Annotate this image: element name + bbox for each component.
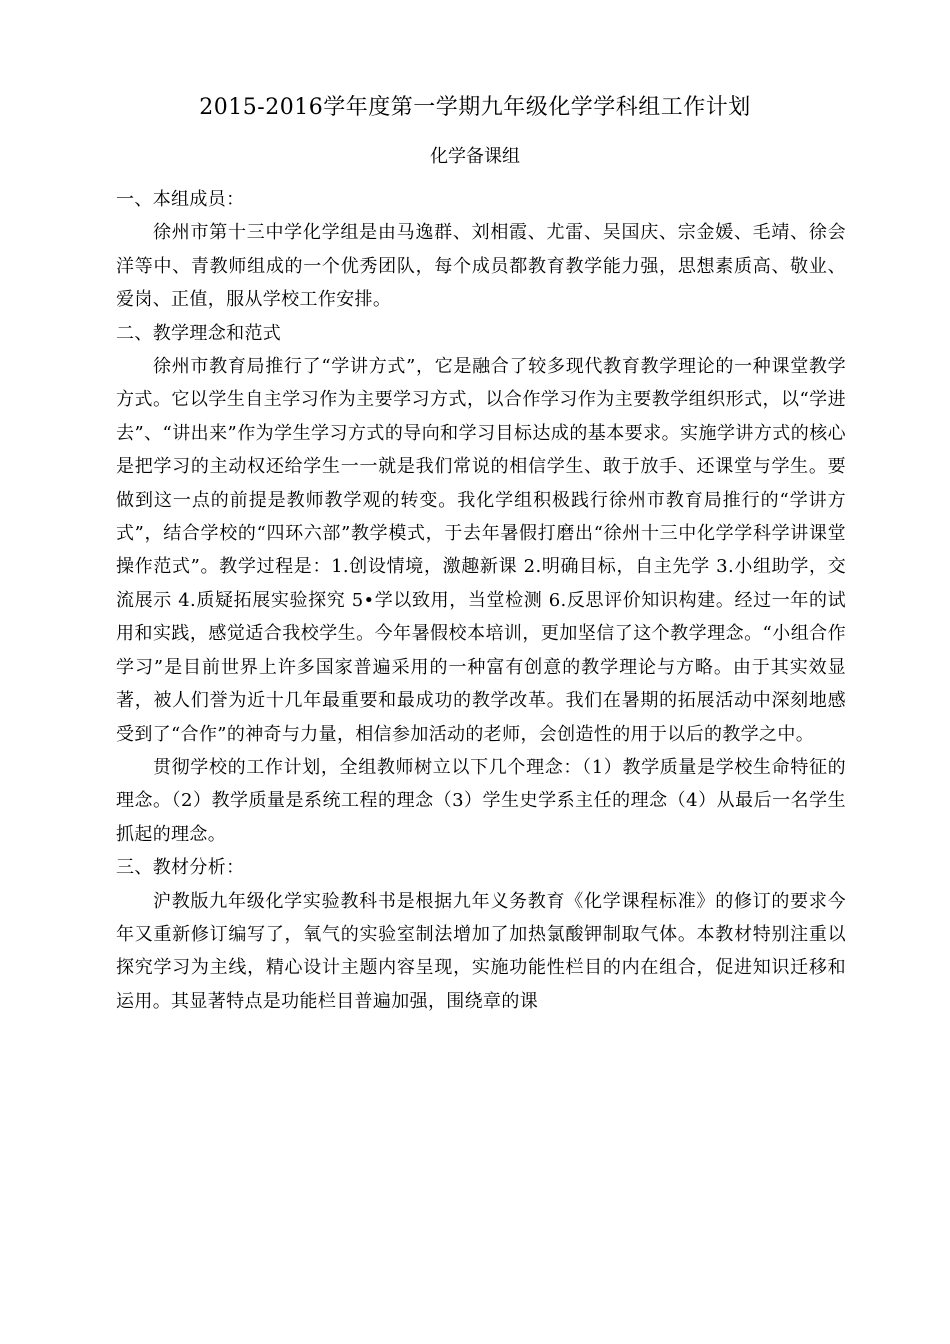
section-heading-textbook-analysis: 三、教材分析：: [116, 857, 245, 879]
document-subtitle: 化学备课组: [430, 146, 520, 167]
document-title: 2015-2016学年度第一学期九年级化学学科组工作计划: [199, 95, 751, 120]
paragraph-teaching-principles: 贯彻学校的工作计划，全组教师树立以下几个理念：（1）教学质量是学校生命特征的理念。（2）教学质量是系统工程的理念（3）学生史学系主任的理念（4）从最后一名学生抓起的理念。: [116, 756, 846, 845]
document-body: [116, 183, 846, 1018]
paragraph-textbook-analysis: 沪教版九年级化学实验教科书是根据九年义务教育《化学课程标准》的修订的要求今年又重新修订编写了，氧气的实验室制法增加了加热氯酸钾制取气体。本教材特别注重以探究学习为主线，精心设计主题内容呈现，实施功能性栏目的内在组合，促进知识迁移和运用。其显著特点是功能栏目普遍加强，围绕章的课: [116, 890, 846, 1012]
paragraph-members: 徐州市第十三中学化学组是由马逸群、刘相霞、尤雷、吴国庆、宗金媛、毛靖、徐会洋等中、青教师组成的一个优秀团队，每个成员都教育教学能力强，思想素质高、敬业、爱岗、正值，服从学校工作安排。: [116, 222, 846, 311]
section-heading-teaching-philosophy: 二、教学理念和范式: [116, 322, 282, 344]
paragraph-teaching-method: 徐州市教育局推行了“学讲方式”，它是融合了较多现代教育教学理论的一种课堂教学方式。它以学生自主学习作为主要学习方式，以合作学习作为主要教学组织形式，以“学进去”、“讲出来”作为学生学习方式的导向和学习目标达成的基本要求。实施学讲方式的核心是把学习的主动权还给学生一一就是我们常说的相信学生、敢于放手、还课堂与学生。要做到这一点的前提是教师教学观的转变。我化学组积极践行徐州市教育局推行的“学讲方式”，结合学校的“四环六部”教学模式，于去年暑假打磨出“徐州十三中化学学科学讲课堂操作范式”。教学过程是：1.创设情境，激趣新课 2.明确目标，自主先学 3.小组助学，交流展示 4.质疑拓展实验探究 5•学以致用，当堂检测 6.反思评价知识构建。经过一年的试用和实践，感觉适合我校学生。今年暑假校本培训，更加坚信了这个教学理念。“小组合作学习”是目前世界上许多国家普遍采用的一种富有创意的教学理论与方略。由于其实效显著，被人们誉为近十几年最重要和最成功的教学改革。我们在暑期的拓展活动中深刻地感受到了“合作”的神奇与力量，相信参加活动的老师，会创造性的用于以后的教学之中。: [116, 356, 846, 745]
section-heading-members: 一、本组成员：: [116, 189, 245, 210]
